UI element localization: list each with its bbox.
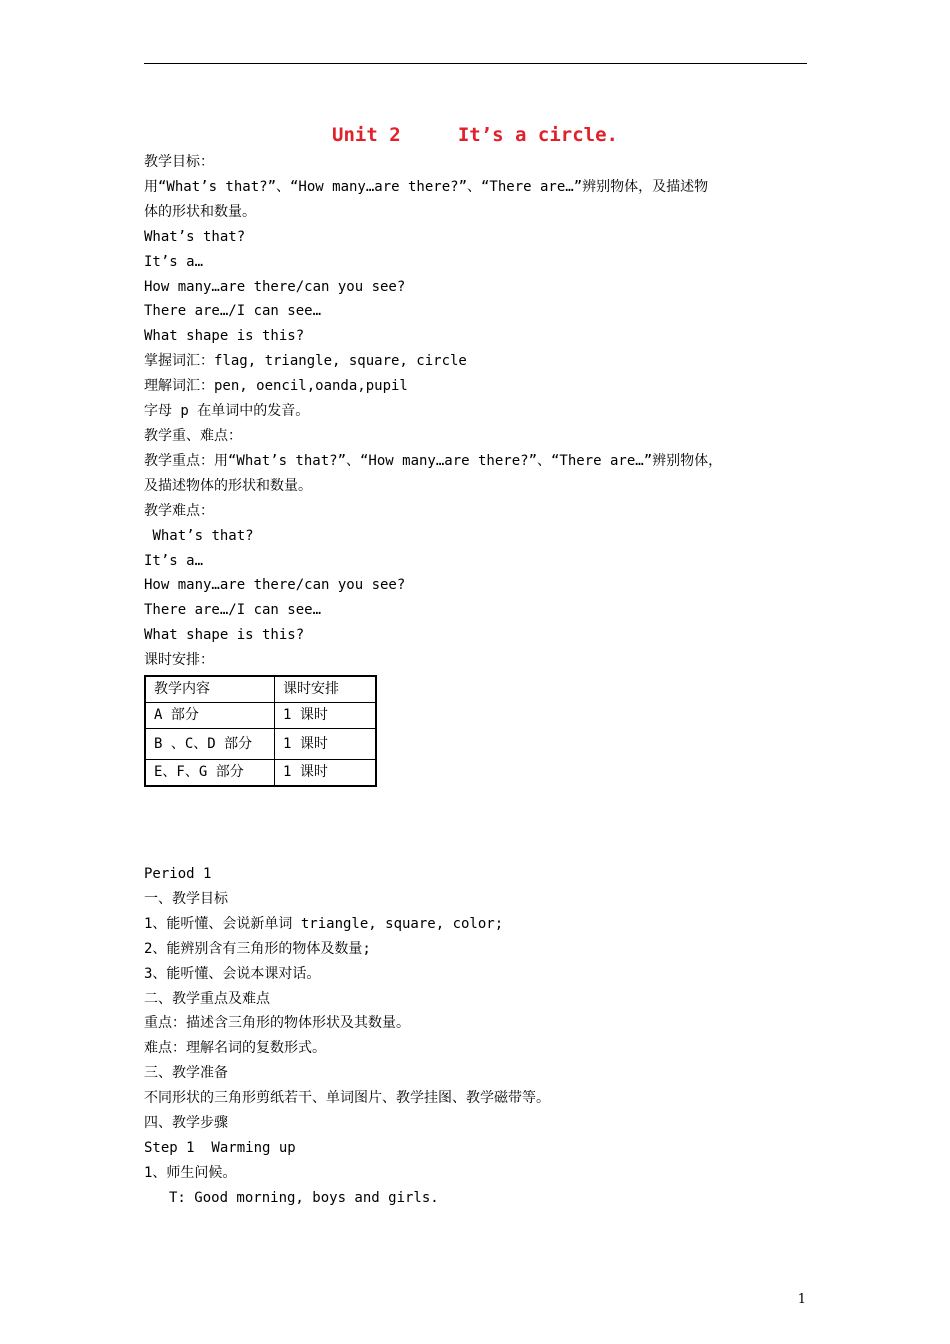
table-header-cell: 教学内容 [145,676,275,703]
sentence-b-5: What shape is this? [144,627,305,644]
lesson-overview [144,150,808,787]
table-cell: 1 课时 [275,703,377,729]
objectives-intro-line-1: 用“What’s that?”、“How many…are there?”、“There are…”辨别物体，及描述物 [144,178,709,195]
sentence-b-3: How many…are there/can you see? [144,577,406,594]
phonics: 字母 p 在单词中的发音。 [144,403,310,420]
table-cell: A 部分 [145,703,275,729]
table-header-cell: 课时安排 [275,676,377,703]
sentence-a-1: What’s that? [144,228,246,245]
page-title: Unit 2 It’s a circle. [332,124,618,146]
schedule-table [144,675,377,787]
objectives-heading: 教学目标： [144,154,214,170]
section-2-heading: 二、教学重点及难点 [144,990,270,1007]
table-cell: B 、C、D 部分 [145,729,275,760]
period-heading: Period 1 [144,866,212,882]
section-1-heading: 一、教学目标 [144,890,228,907]
section-1-item-1: 1、能听懂、会说新单词 triangle, square, color; [144,915,504,932]
table-header-row [145,676,376,703]
section-2-key: 重点：描述含三角形的物体形状及其数量。 [144,1015,410,1032]
difficult-heading: 教学难点： [144,502,214,519]
step-1-heading: Step 1 Warming up [144,1139,296,1156]
section-2-difficult: 难点：理解名词的复数形式。 [144,1040,326,1057]
sentence-a-4: There are…/I can see… [144,303,322,320]
sentence-b-4: There are…/I can see… [144,602,322,619]
step-1-dialog: T: Good morning, boys and girls. [169,1189,439,1206]
schedule-heading: 课时安排： [144,652,214,669]
table-row [145,729,376,760]
table-cell: 1 课时 [275,760,377,787]
section-4-heading: 四、教学步骤 [144,1115,228,1132]
header-rule [144,63,807,64]
table-row [145,703,376,729]
key-points-line-2: 及描述物体的形状和数量。 [144,477,312,494]
sentence-a-2: It’s a… [144,253,204,270]
period-1-section [144,862,808,1211]
vocab-master: 掌握词汇：flag, triangle, square, circle [144,353,467,370]
section-3-heading: 三、教学准备 [144,1065,228,1082]
vocab-understand: 理解词汇：pen, oencil,oanda,pupil [144,378,408,395]
table-cell: E、F、G 部分 [145,760,275,787]
sentence-a-3: How many…are there/can you see? [144,278,406,295]
objectives-intro-line-2: 体的形状和数量。 [144,203,256,220]
section-1-item-2: 2、能辨别含有三角形的物体及数量; [144,940,371,957]
sentence-b-1: What’s that? [144,527,254,544]
sentence-a-5: What shape is this? [144,328,305,345]
key-difficult-heading: 教学重、难点： [144,427,242,444]
key-points-line-1: 教学重点：用“What’s that?”、“How many…are there?”、“There are…”辨别物体， [144,452,723,469]
table-cell: 1 课时 [275,729,377,760]
section-3-text: 不同形状的三角形剪纸若干、单词图片、教学挂图、教学磁带等。 [144,1090,550,1107]
section-1-item-3: 3、能听懂、会说本课对话。 [144,965,321,982]
sentence-b-2: It’s a… [144,552,204,569]
page-number: 1 [797,1292,806,1307]
step-1-item: 1、师生问候。 [144,1164,237,1181]
table-row [145,760,376,787]
